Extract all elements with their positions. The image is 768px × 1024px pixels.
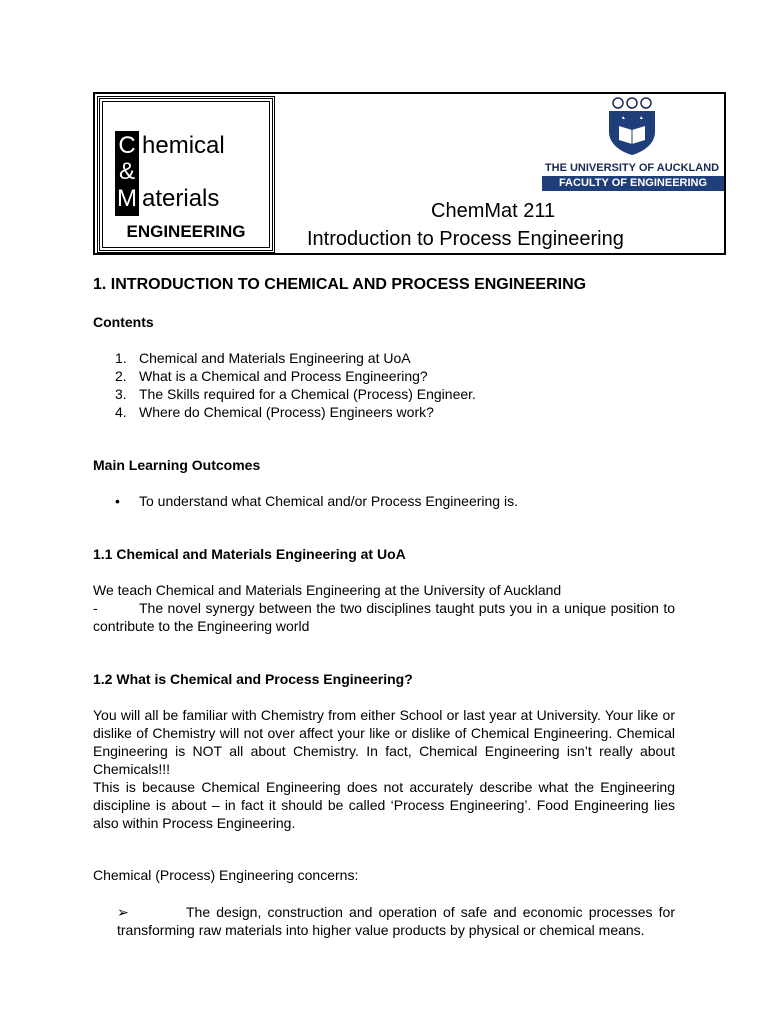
list-item: 2. What is a Chemical and Process Engineering? xyxy=(115,368,428,384)
outcome-item: To understand what Chemical and/or Process Engineering is. xyxy=(139,493,518,509)
course-code: ChemMat 211 xyxy=(431,200,556,222)
crest-icon xyxy=(605,96,659,156)
section-1-1-line: We teach Chemical and Materials Engineering at the University of Auckland xyxy=(93,582,562,598)
contents-list xyxy=(115,349,476,421)
section-1-1-paragraph: The novel synergy between the two disciplines taught puts you in a unique position to contribute to the Engineering world xyxy=(93,600,675,634)
bullet-icon: • xyxy=(115,493,120,509)
section-title: 1. INTRODUCTION TO CHEMICAL AND PROCESS ENGINEERING xyxy=(93,276,587,293)
section-1-2-heading: 1.2 What is Chemical and Process Engineering? xyxy=(93,671,413,687)
document-header xyxy=(93,92,726,255)
cm-engineering-logo xyxy=(97,96,275,253)
arrow-bullet-icon: ➢ xyxy=(117,904,129,920)
faculty-bar: FACULTY OF ENGINEERING xyxy=(542,176,724,191)
logo-word-hemical: hemical xyxy=(142,132,225,159)
logo-letter-amp: & xyxy=(118,158,135,185)
dash-marker: - xyxy=(93,600,98,616)
logo-engineering-label: ENGINEERING xyxy=(126,222,246,241)
outcomes-heading: Main Learning Outcomes xyxy=(93,457,261,473)
section-1-2-paragraph-2: This is because Chemical Engineering does not accurately describe what the Engineering discipline is about – in fact it should be called ‘Process Engineering’. Food Engineering lies also within Process Engineering. xyxy=(93,779,675,831)
list-item: 1. Chemical and Materials Engineering at UoA xyxy=(115,350,411,366)
list-item: 4. Where do Chemical (Process) Engineers work? xyxy=(115,404,434,420)
section-1-2-paragraph-1: You will all be familiar with Chemistry from either School or last year at University. Your like or dislike of Chemistry will not over affect your like or dislike of Chemical Engineering. Chemical Engineering is NOT all about Chemistry. In fact, Chemical Engineering isn’t really about Chemicals!!! xyxy=(93,707,675,777)
university-name: THE UNIVERSITY OF AUCKLAND xyxy=(544,162,720,174)
logo-word-aterials: aterials xyxy=(142,185,220,212)
list-item: 3. The Skills required for a Chemical (Process) Engineer. xyxy=(115,386,476,402)
logo-letter-m: M xyxy=(117,185,137,212)
course-title: Introduction to Process Engineering xyxy=(307,228,624,250)
concerns-text: Chemical (Process) Engineering concerns: xyxy=(93,867,359,883)
contents-heading: Contents xyxy=(93,314,154,330)
section-1-1-heading: 1.1 Chemical and Materials Engineering at UoA xyxy=(93,546,406,562)
concerns-item: The design, construction and operation of safe and economic processes for transforming raw materials into higher value products by physical or chemical means. xyxy=(117,904,675,938)
logo-letter-c: C xyxy=(118,132,136,159)
